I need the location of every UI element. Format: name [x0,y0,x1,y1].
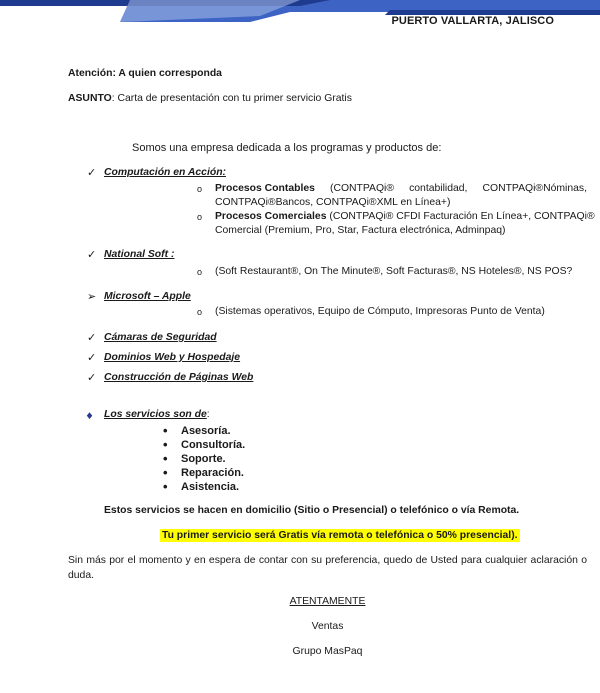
microsoft-item: (Sistemas operativos, Equipo de Cómputo, Impresoras Punto de Venta) [215,306,545,317]
promo-text: Tu primer servicio será Gratis vía remota o telefónica o 50% presencial). [162,530,518,541]
services-title-text: Los servicios son de [104,409,207,420]
services-title [104,408,210,422]
section-title-camaras: Cámaras de Seguridad [104,332,217,343]
bullet-icon: • [163,451,168,466]
computacion-item2-rest: (CONTPAQi® CFDI Facturación En Línea+, CONTPAQi® [329,211,595,222]
circle-bullet-icon: o [197,184,203,194]
section-title-dominios: Dominios Web y Hospedaje [104,352,241,363]
promo-banner [160,529,520,543]
computacion-item2-line1 [215,210,595,224]
check-icon: ✓ [87,167,97,179]
national-soft-item: (Soft Restaurant®, On The Minute®, Soft Facturas®, NS Hoteles®, NS POS? [215,266,573,277]
bullet-icon: • [163,465,168,480]
nominas-text: CONTPAQi®Nóminas, [482,183,587,194]
subject-text: : Carta de presentación con tu primer servicio Gratis [111,93,352,104]
services-note: Estos servicios se hacen en domicilio (Sitio o Presencial) o telefónico o vía Remota. [104,505,520,516]
check-icon: ✓ [87,372,97,384]
diamond-glyph: ◆ [86,410,93,420]
section-title-microsoft: Microsoft – Apple [104,291,191,302]
arrow-icon: ➢ [87,291,97,303]
service-item: Soporte. [181,453,226,465]
computacion-item2-bold: Procesos Comerciales [215,211,327,222]
bullet-icon: • [163,423,168,438]
signature-company: Grupo MasPaq [292,646,363,657]
diamond-bullet-icon [86,408,93,422]
intro-text: Somos una empresa dedicada a los programas y productos de: [132,142,442,154]
bullet-icon: • [163,437,168,452]
computacion-item1-line2: CONTPAQi®Bancos, CONTPAQi®XML en Línea+) [215,197,451,208]
service-item: Consultoría. [181,439,246,451]
subject-label: ASUNTO [68,93,112,104]
service-item: Asesoría. [181,425,231,437]
computacion-item2-line2: Comercial (Premium, Pro, Star, Factura electrónica, Adminpaq) [215,225,506,236]
computacion-item1-line1 [215,182,587,196]
services-title-suffix: : [206,409,210,420]
service-item: Reparación. [181,467,244,479]
check-icon: ✓ [87,332,97,344]
computacion-item1-bold: Procesos Contables [215,183,315,194]
check-icon: ✓ [87,249,97,261]
section-title-national-soft: National Soft : [104,249,175,260]
contabilidad-text: contabilidad, [409,183,468,194]
paren-open: ( [329,183,334,194]
service-item: Asistencia. [181,481,240,493]
closing-line1: Sin más por el momento y en espera de contar con su preferencia, quedo de Usted para cualquier aclaración o [68,555,587,566]
circle-bullet-icon: o [197,212,203,222]
check-icon: ✓ [87,352,97,364]
section-title-construccion: Construcción de Páginas Web [104,372,254,383]
bullet-icon: • [163,479,168,494]
location-heading: PUERTO VALLARTA, JALISCO [391,15,554,27]
signature-dept: Ventas [311,621,344,632]
subject-line [68,92,352,106]
closing-line2: duda. [68,570,95,581]
signature-attentively: ATENTAMENTE [289,596,366,607]
contpaqi-text: CONTPAQi® [333,183,395,194]
circle-bullet-icon: o [197,307,203,317]
attention-line: Atención: A quien corresponda [68,68,222,79]
circle-bullet-icon: o [197,267,203,277]
section-title-computacion: Computación en Acción: [104,167,226,178]
